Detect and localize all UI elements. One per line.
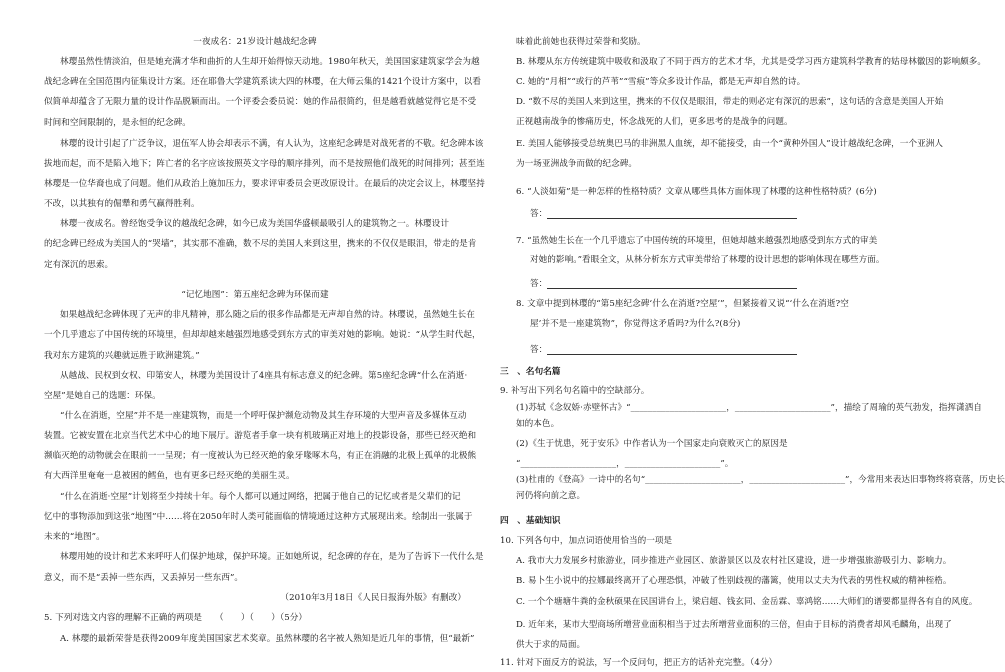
line-text: 林璎一夜成名。曾经饱受争议的越战纪念碑，如今已成为美国华盛顿最吸引人的建筑物之一。林璎设计	[60, 219, 449, 229]
text-line	[500, 492, 920, 501]
line-text: B. 林璎从东方传统建筑中吸收和汲取了不同于西方的艺术才华，尤其是受学习西方建筑科学教育的姑母林徽因的影响颇多。	[516, 57, 987, 67]
text-line	[44, 330, 481, 340]
text-line	[500, 78, 920, 87]
line-text: 我对东方建筑的兴趣就远胜于欧洲建筑。”	[44, 351, 200, 361]
text-line	[44, 533, 466, 542]
line-text: 林璎是一位华裔也成了问题。他们从政治上施加压力，要求评审委员会更改原设计。在最后的决定会议上，林璎坚持	[44, 179, 485, 189]
text-line	[44, 493, 466, 502]
text-line	[44, 310, 475, 320]
text-line	[44, 159, 485, 169]
line-text: (1)苏轼《念奴娇·赤壁怀古》“______________________，______________________”，描绘了周瑜的英气勃发，指挥潇洒自	[516, 403, 982, 413]
line-text: 为一场亚洲战争而做的纪念碑。	[516, 159, 638, 169]
line-text: 7. “虽然她生长在一个几乎遗忘了中国传统的环境里，但她却越来越强烈地感受到东方式的审美	[516, 236, 878, 246]
text-line	[44, 451, 477, 461]
line-text: “什么在消逝·空屋”计划将至少持续十年。每个人都可以通过网络，把属于他自己的记忆或者是父辈们的记	[60, 492, 461, 502]
text-line	[44, 179, 485, 189]
text-line	[500, 460, 920, 469]
text-line	[44, 431, 477, 441]
text-line	[500, 420, 920, 429]
section-heading	[44, 38, 466, 47]
line-text: 答：	[530, 209, 548, 219]
line-text: 定有深沉的思索。	[44, 260, 114, 270]
line-text: 未来的“地图”。	[44, 532, 105, 542]
line-text: 似简单却蕴含了无限力量的设计作品脱颖而出。一个评委会委员说：她的作品很简约，但是越看就越觉得它是不受	[44, 97, 477, 107]
text-line	[500, 139, 944, 149]
text-line	[500, 475, 1005, 485]
line-text: 正视越南战争的惨痛历史，怀念战死的人们，更多思考的是战争的问题。	[516, 117, 793, 127]
line-text: 供大于求的局面。	[516, 640, 586, 650]
text-line	[500, 346, 920, 355]
text-line	[500, 659, 920, 668]
line-text: 濒临灭绝的动物就会在眼前一一呈现；有一度被认为已经灭绝的象牙喙啄木鸟，有正在消融的北极上孤单的北极熊	[44, 451, 477, 461]
line-text: 林璎虽然性情淡泊，但是她充满才华和曲折的人生却开始得惊天动地。1980年秋天，美国国家建筑家学会为越	[60, 57, 480, 67]
line-text: 忆中的事物添加到这张“地图”中……将在2050年时人类可能面临的情境通过这种方式展现出来。绘制出一张属于	[44, 512, 473, 522]
line-text: 11. 针对下面反方的说法，写一个反问句，把正方的话补充完整。（4分）	[500, 658, 778, 668]
text-line	[500, 403, 982, 413]
text-line	[44, 261, 466, 270]
text-line	[500, 210, 920, 219]
line-text: 5. 下列对选文内容的理解不正确的两项是 （ ）（ ）（5分）	[44, 613, 308, 623]
text-line	[500, 188, 920, 197]
line-text: D. 近年来，某市大型商场所增营业面积相当于过去所增营业面积的三倍，但由于目标的消费者却风毛麟角，出现了	[516, 620, 952, 630]
line-text: 10. 下列各句中，加点词语使用恰当的一项是	[500, 536, 673, 546]
text-line	[500, 556, 952, 566]
line-text: 屋’并不是一座建筑物”，你觉得这矛盾吗?为什么?(8分)	[530, 319, 741, 329]
line-text: 从越战、民权到女权、印第安人，林璎为美国设计了4座具有标志意义的纪念碑。第5座纪念碑“什么在消逝·	[60, 371, 468, 381]
line-text: 林璎的设计引起了广泛争议，退伍军人协会却表示不满，有人认为，这座纪念碑是对战死者的不敬。纪念碑本该	[60, 139, 484, 149]
line-text: 三 、名句名篇	[500, 367, 561, 377]
line-text: 如果越战纪念碑体现了无声的非凡精神，那么随之后的很多作品都是无声却自然的诗。林璎说，虽然她生长在	[60, 310, 475, 320]
text-line	[500, 57, 987, 67]
text-line	[500, 237, 920, 246]
text-line	[500, 440, 920, 449]
section-heading	[44, 291, 466, 300]
line-text: 不改，以其独有的倔犟和勇气赢得胜利。	[44, 199, 200, 209]
text-line	[44, 97, 477, 107]
text-line	[500, 118, 920, 127]
text-line	[500, 280, 920, 289]
answer-blank[interactable]	[547, 281, 797, 289]
line-text: B. 易卜生小说中的拉娜最终离开了心理恐惧，冲破了性别歧视的藩篱，使用以丈夫为代表的男性权威的精神桎梏。	[516, 576, 952, 586]
line-text: C. 她的“月相”“或行的芦苇”“雪痕”等众多设计作品，都是无声却自然的诗。	[516, 77, 806, 87]
text-line	[44, 614, 466, 623]
text-line	[500, 597, 978, 607]
line-text: 时间和空间限制的，是永恒的纪念碑。	[44, 118, 191, 128]
text-line	[44, 574, 466, 583]
text-line	[44, 139, 484, 149]
text-line	[44, 472, 466, 481]
text-line	[44, 512, 473, 522]
line-text: 味着此前她也获得过荣誉和奖励。	[516, 37, 646, 47]
text-line	[44, 200, 466, 209]
line-text: 答：	[530, 279, 548, 289]
part-heading	[500, 368, 920, 377]
line-text: （2010年3月18日《人民日报海外版》有删改）	[280, 593, 466, 603]
line-text: C. 一个个塘塘牛粪的金秋硕果在民国讲台上，梁启超、钱玄同、金岳霖、辜鸿铭……大师们的谱要都显得各有自的风度。	[516, 597, 978, 607]
text-line	[500, 160, 920, 169]
text-line	[500, 256, 920, 265]
line-text: 河仍将向前之意。	[516, 491, 586, 501]
line-text: 一个几乎遗忘了中国传统的环境里，但却却越来越强烈地感受到东方式的审美对她的影响。她说：“从学生时代起，	[44, 330, 481, 340]
text-line	[44, 119, 466, 128]
line-text: 林璎用她的设计和艺术来呼吁人们保护地球，保护环境。正如她所说，纪念碑的存在，是为了告诉下一代什么是	[60, 552, 484, 562]
text-line	[500, 576, 952, 586]
line-text: 四 、基础知识	[500, 516, 561, 526]
text-line	[44, 77, 481, 87]
text-line	[500, 38, 920, 47]
line-text: 一夜成名：21岁设计越战纪念碑	[193, 37, 317, 47]
line-text: A. 林璎的最新荣誉是获得2009年度美国国家艺术奖章。虽然林璎的名字被人熟知是近几年的事情，但“最新”	[60, 634, 475, 644]
text-line	[44, 372, 466, 381]
answer-blank[interactable]	[547, 211, 797, 219]
line-text: 空屋”是她自己的选题：环保。	[44, 391, 161, 401]
text-line	[500, 300, 920, 309]
text-line	[44, 220, 466, 229]
text-line	[44, 412, 466, 421]
line-text: 装置。它被安置在北京当代艺术中心的地下展厅。游览者手拿一块有机玻璃正对地上的投影设备，那些已经灭绝和	[44, 431, 477, 441]
text-line	[44, 634, 475, 644]
answer-blank[interactable]	[547, 347, 797, 355]
text-line	[44, 392, 466, 401]
line-text: D. “数不尽的美国人来到这里，携来的不仅仅是眼泪，带走的则必定有深沉的思索”，这句话的含意是美国人开始	[516, 97, 944, 107]
line-text: “______________________，______________________”。	[516, 459, 734, 469]
line-text: 对她的影响。”看眼全文，从林分析东方式审美带给了林璎的设计思想的影响体现在哪些方面。	[530, 255, 885, 265]
line-text: 意义，而不是“丢掉一些东西，又丢掉另一些东西”。	[44, 573, 244, 583]
line-text: “记忆地图”：第五座纪念碑为环保而建	[181, 290, 329, 300]
line-text: 如的本色。	[516, 419, 560, 429]
text-line	[44, 352, 466, 361]
line-text: 8. 文章中提到林璎的“第5座纪念碑‘什么在消逝?空屋’”，但紧接着又说“‘什么在消逝?空	[516, 299, 849, 309]
line-text: E. 美国人能够接受总统奥巴马的非洲黑人血统，却不能接受，由一个“黄种外国人”设计越战纪念碑，一个亚洲人	[516, 139, 944, 149]
text-line	[44, 57, 480, 67]
line-text: 9. 补写出下列名句名篇中的空缺部分。	[500, 386, 650, 396]
part-heading	[500, 517, 920, 526]
text-line	[44, 552, 484, 562]
text-line	[44, 239, 477, 249]
text-line	[500, 620, 952, 630]
line-text: 答：	[530, 345, 548, 355]
text-line	[500, 641, 920, 650]
text-line	[500, 97, 944, 107]
line-text: (2)《生于忧患，死于安乐》中作者认为一个国家走向衰败灭亡的原因是	[516, 439, 788, 449]
line-text: (3)杜甫的《登高》一诗中的名句“______________________，______________________”，今常用来表达旧事物终将衰落，历史长	[516, 475, 1005, 485]
text-line	[500, 387, 920, 396]
text-line	[44, 594, 466, 603]
line-text: 拔地而起，而不是陷入地下；阵亡者的名字应该按照英文字母的顺序排列，而不是按照他们战死的时间排列；甚至连	[44, 159, 485, 169]
line-text: 的纪念碑已经成为美国人的“哭墙”，其实那不准确，数不尽的美国人来到这里，携来的不仅仅是眼泪，带走的是肯	[44, 239, 477, 249]
line-text: 有大西洋里奄奄一息被困的鳕鱼，也有更多已经灭绝的美丽生灵。	[44, 471, 295, 481]
line-text: 6. “人淡如菊”是一种怎样的性格特质？文章从哪些具体方面体现了林璎的这种性格特质？(6分)	[516, 187, 877, 197]
line-text: “什么在消逝，空屋”并不是一座建筑物，而是一个呼吁保护濒危动物及其生存环境的大型声音及多媒体互动	[60, 411, 467, 421]
text-line	[500, 537, 920, 546]
line-text: 战纪念碑在全国范围内征集设计方案。还在耶鲁大学建筑系读大四的林璎，在大师云集的1421个设计方案中，以看	[44, 77, 481, 87]
line-text: A. 我市大力发展乡村旅游业，同步推进产业园区、旅游景区以及农村社区建设，进一步增强旅游吸引力、影响力。	[516, 556, 952, 566]
text-line	[500, 320, 920, 329]
